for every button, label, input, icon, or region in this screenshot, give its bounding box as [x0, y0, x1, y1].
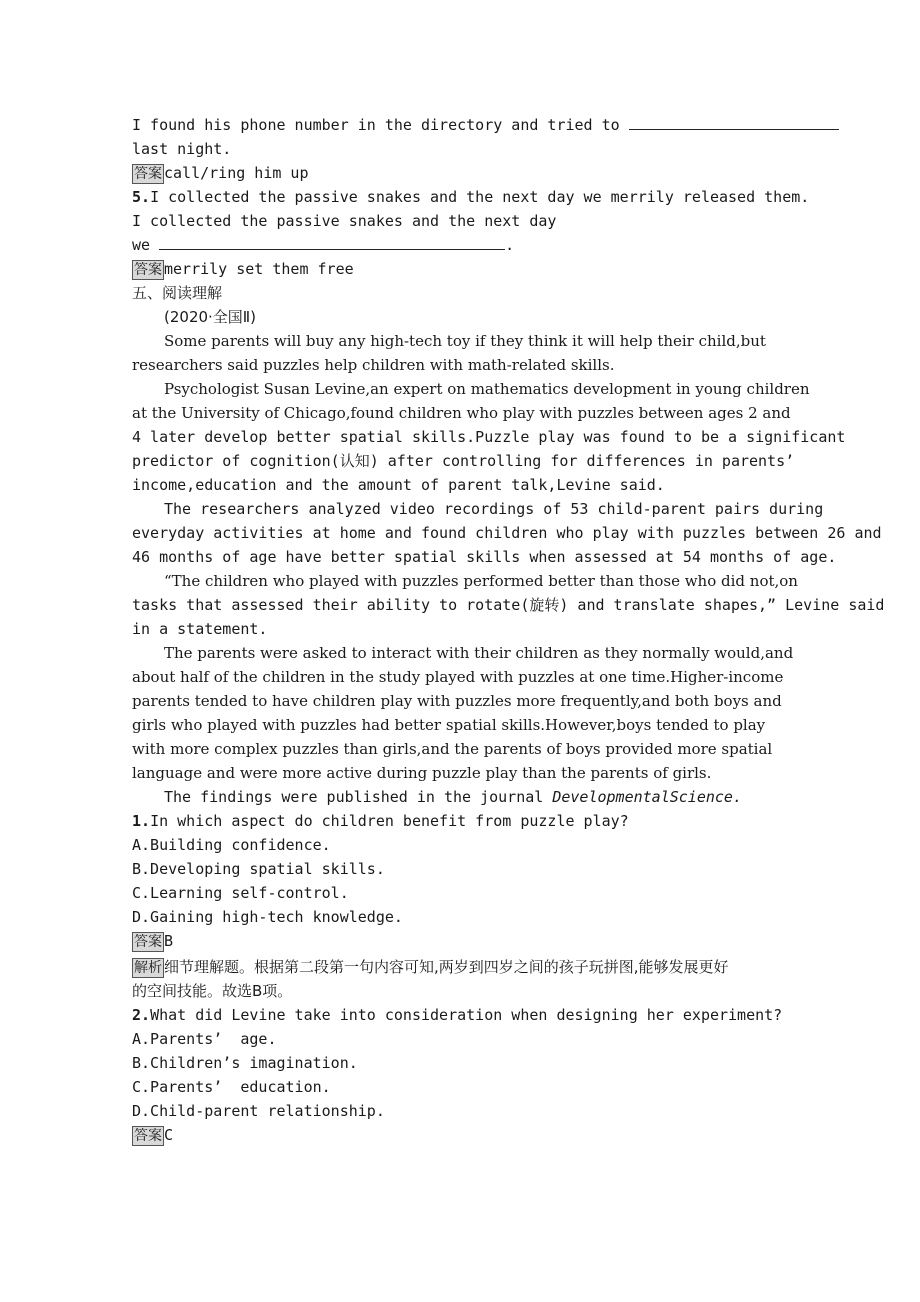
passage-line: “The children who played with puzzles performed better than those who did not,on	[164, 572, 798, 590]
q5-number: 5.	[132, 188, 151, 206]
answer-blank	[629, 115, 839, 130]
question-2-answer: C	[164, 1126, 174, 1144]
option: C.Parents’ education.	[132, 1078, 331, 1096]
answer-tag: 答案	[134, 1128, 162, 1144]
question-1-stem: 1.In which aspect do children benefit from puzzle play?	[132, 812, 629, 830]
q4-line2: last night.	[132, 140, 232, 158]
analysis-tag: 解析	[134, 960, 162, 976]
q5-rewrite1: I collected the passive snakes and the next day	[132, 212, 557, 230]
q5-answer-row	[132, 259, 354, 280]
section-source: (2020·全国Ⅱ)	[164, 308, 257, 326]
question-2-stem: 2.What did Levine take into consideration when designing her experiment?	[132, 1006, 783, 1024]
passage-line: language and were more active during puzzle play than the parents of girls.	[132, 764, 712, 782]
q4-answer-row	[132, 163, 309, 184]
answer-blank	[159, 235, 505, 250]
passage-line: income,education and the amount of parent talk,Levine said.	[132, 476, 665, 494]
passage-line: with more complex puzzles than girls,and the parents of boys provided more spatial	[132, 740, 773, 758]
passage-line: everyday activities at home and found children who play with puzzles between 26 and	[132, 524, 882, 542]
answer-tag: 答案	[134, 262, 162, 278]
q5-rewrite2: we .	[132, 236, 515, 254]
passage-line: Psychologist Susan Levine,an expert on mathematics development in young children	[164, 380, 810, 398]
question-1-answer: B	[164, 932, 174, 950]
option: D.Child-parent relationship.	[132, 1102, 385, 1120]
passage-line: Some parents will buy any high-tech toy if they think it will help their child,but	[164, 332, 766, 350]
passage-line: The researchers analyzed video recordings of 53 child-parent pairs during	[164, 500, 824, 518]
option: B.Children’s imagination.	[132, 1054, 358, 1072]
option: B.Developing spatial skills.	[132, 860, 385, 878]
question-1-analysis: 解析 细节理解题。根据第二段第一句内容可知,两岁到四岁之间的孩子玩拼图,能够发展更好	[134, 958, 729, 976]
q5-sentence: I collected the passive snakes and the next day we merrily released them.	[150, 188, 810, 206]
passage-line: at the University of Chicago,found children who play with puzzles between ages 2 and	[132, 404, 791, 422]
question-1-analysis-cont: 的空间技能。故选B项。	[132, 982, 293, 1000]
section-title: 五、阅读理解	[132, 284, 223, 302]
passage-line: 46 months of age have better spatial skills when assessed at 54 months of age.	[132, 548, 837, 566]
q4-line1: I found his phone number in the directory and tried to	[132, 115, 839, 135]
question-2-answer-row	[132, 1125, 173, 1146]
passage-line: The parents were asked to interact with their children as they normally would,and	[164, 644, 794, 662]
option: A.Building confidence.	[132, 836, 331, 854]
answer-tag: 答案	[134, 934, 162, 950]
option: D.Gaining high-tech knowledge.	[132, 908, 403, 926]
passage-line: predictor of cognition(认知) after controlling for differences in parents’	[132, 452, 795, 470]
passage-line: 4 later develop better spatial skills.Puzzle play was found to be a significant	[132, 428, 846, 446]
passage-line: about half of the children in the study played with puzzles at one time.Higher-income	[132, 668, 784, 686]
q4-answer: call/ring him up	[164, 164, 309, 182]
journal-name: DevelopmentalScience.	[552, 788, 742, 806]
answer-tag: 答案	[134, 166, 162, 182]
passage-line: The findings were published in the journal DevelopmentalScience.	[164, 788, 742, 806]
option: A.Parents’ age.	[132, 1030, 277, 1048]
q5-answer: merrily set them free	[164, 260, 354, 278]
q5-sentence-row	[132, 187, 809, 207]
passage-line: girls who played with puzzles had better spatial skills.However,boys tended to play	[132, 716, 766, 734]
question-1-answer-row	[132, 931, 173, 952]
passage-line: tasks that assessed their ability to rotate(旋转) and translate shapes,” Levine said	[132, 596, 885, 614]
passage-line: in a statement.	[132, 620, 268, 638]
passage-line: parents tended to have children play with puzzles more frequently,and both boys and	[132, 692, 782, 710]
passage-line: researchers said puzzles help children with math-related skills.	[132, 356, 615, 374]
option: C.Learning self-control.	[132, 884, 349, 902]
